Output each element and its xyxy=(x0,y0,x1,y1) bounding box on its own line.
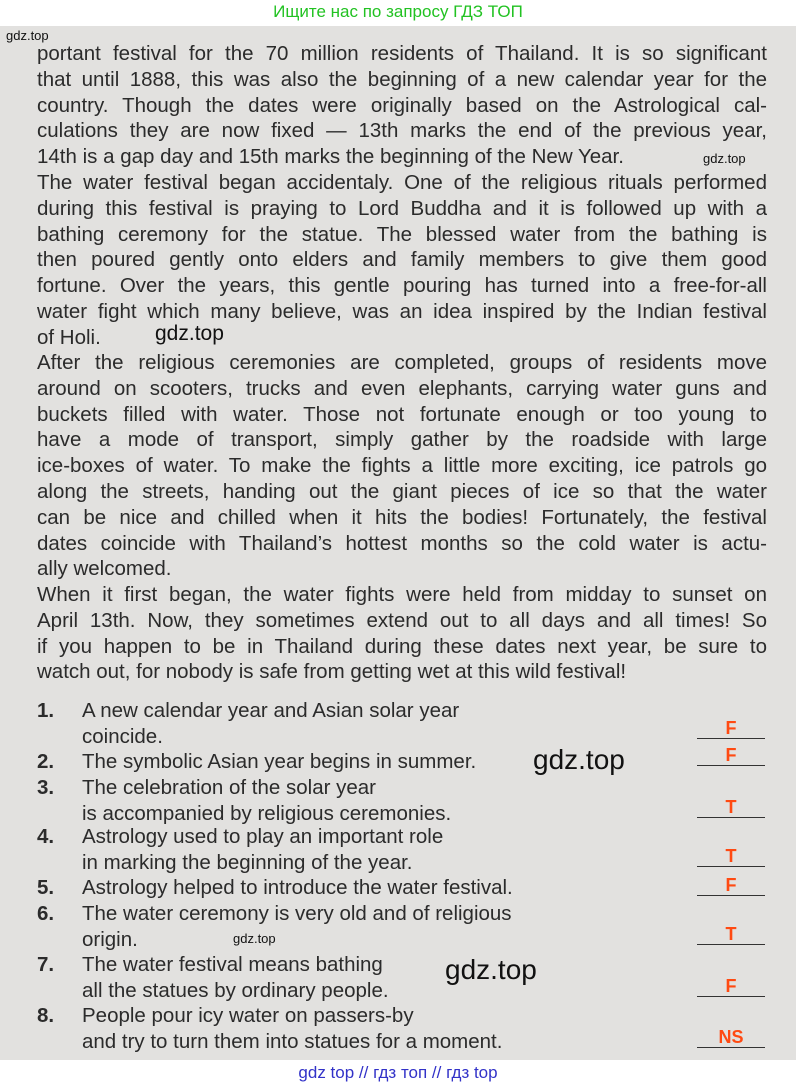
text-line: April 13th. Now, they sometimes extend out to all days and all times! So xyxy=(37,608,767,632)
question-line: The celebration of the solar year xyxy=(82,776,376,799)
top-banner[interactable]: Ищите нас по запросу ГДЗ ТОП xyxy=(0,0,796,26)
question-number: 5. xyxy=(37,876,55,899)
question-line: coincide. xyxy=(82,724,163,748)
answer-field: T xyxy=(697,797,765,818)
watermark-3: gdz.top xyxy=(533,744,625,775)
answer-field: F xyxy=(697,718,765,739)
question-6 xyxy=(37,901,777,951)
text-line: fortune. Over the years, this gentle pouring has turned into a free-for-all xyxy=(37,274,767,298)
watermark-4: gdz.top xyxy=(233,931,276,946)
question-line: Astrology helped to introduce the water festival. xyxy=(82,876,513,899)
text-line: buckets filled with water. Those not fortunate enough or too young to xyxy=(37,402,767,426)
question-number: 6. xyxy=(37,902,55,925)
question-text xyxy=(82,1003,602,1054)
question-line: Astrology used to play an important role xyxy=(82,825,444,848)
text-line: can be nice and chilled when it hits the bodies! Fortunately, the festival xyxy=(37,505,767,529)
text-line: dates coincide with Thailand’s hottest months so the cold water is actu- xyxy=(37,531,767,555)
question-text xyxy=(82,875,602,901)
answer-field: T xyxy=(697,924,765,945)
text-line: country. Though the dates were originally based on the Astrological cal- xyxy=(37,93,767,117)
text-line: have a mode of transport, simply gather by the roadside with large xyxy=(37,428,767,452)
paragraph-4 xyxy=(37,582,767,685)
question-text xyxy=(82,824,602,875)
watermark-1: gdz.top xyxy=(703,151,746,166)
question-line: The water ceremony is very old and of religious xyxy=(82,902,512,925)
question-4 xyxy=(37,824,777,874)
text-line: water fight which many believe, was an idea inspired by the Indian festival xyxy=(37,299,767,323)
question-number: 4. xyxy=(37,825,55,848)
text-line: along the streets, handing out the giant pieces of ice so that the water xyxy=(37,479,767,503)
question-1 xyxy=(37,698,777,748)
question-3 xyxy=(37,775,777,825)
question-line: in marking the beginning of the year. xyxy=(82,850,413,874)
text-line: 14th is a gap day and 15th marks the beginning of the New Year. xyxy=(37,145,624,169)
question-text xyxy=(82,901,602,952)
text-line: if you happen to be in Thailand during these dates next year, be sure to xyxy=(37,634,767,658)
question-line: A new calendar year and Asian solar year xyxy=(82,699,460,722)
question-line: The water festival means bathing xyxy=(82,953,383,976)
question-number: 2. xyxy=(37,750,55,773)
question-number: 8. xyxy=(37,1004,55,1027)
question-line: The symbolic Asian year begins in summer. xyxy=(82,750,477,773)
question-text xyxy=(82,749,602,775)
paragraph-3 xyxy=(37,350,767,582)
question-line: is accompanied by religious ceremonies. xyxy=(82,801,452,825)
bottom-banner[interactable]: gdz top // гдз топ // гдз top xyxy=(0,1060,796,1088)
answer-field: F xyxy=(697,976,765,997)
text-line: portant festival for the 70 million residents of Thailand. It is so significant xyxy=(37,42,767,65)
text-line: After the religious ceremonies are completed, groups of residents move xyxy=(37,351,767,374)
question-text xyxy=(82,775,602,826)
question-number: 1. xyxy=(37,699,55,722)
paragraph-2 xyxy=(37,170,767,351)
answer-field: F xyxy=(697,745,765,766)
watermark-5: gdz.top xyxy=(445,954,537,985)
text-line: culations they are now fixed — 13th marks the end of the previous year, xyxy=(37,119,767,143)
answer-field: F xyxy=(697,875,765,896)
text-line: ally welcomed. xyxy=(37,557,172,581)
text-line: watch out, for nobody is safe from getting wet at this wild festival! xyxy=(37,660,627,684)
answer-field: T xyxy=(697,846,765,867)
text-line: of Holi. xyxy=(37,325,101,349)
question-8 xyxy=(37,1003,777,1053)
text-line: bathing ceremony for the statue. The blessed water from the bathing is xyxy=(37,222,767,246)
watermark-corner: gdz.top xyxy=(6,28,49,43)
question-number: 3. xyxy=(37,776,55,799)
text-line: ice-boxes of water. To make the fights a little more exciting, ice patrols go xyxy=(37,454,767,478)
paragraph-1 xyxy=(37,41,767,170)
question-number: 7. xyxy=(37,953,55,976)
text-line: during this festival is praying to Lord Buddha and it is followed up with a xyxy=(37,196,767,220)
text-line: then poured gently onto elders and family members to give them good xyxy=(37,248,767,272)
question-7 xyxy=(37,952,777,1002)
textbook-page xyxy=(0,26,796,1060)
question-text xyxy=(82,698,602,749)
watermark-2: gdz.top xyxy=(155,322,224,345)
question-line: all the statues by ordinary people. xyxy=(82,978,389,1002)
text-line: The water festival began accidentaly. One of the religious rituals performed xyxy=(37,171,767,194)
text-line: When it first began, the water fights were held from midday to sunset on xyxy=(37,583,767,606)
text-line: around on scooters, trucks and even elephants, carrying water guns and xyxy=(37,376,767,400)
text-line: that until 1888, this was also the beginning of a new calendar year for the xyxy=(37,67,767,91)
question-line: origin. xyxy=(82,927,138,951)
question-line: People pour icy water on passers-by xyxy=(82,1004,414,1027)
question-line: and try to turn them into statues for a moment. xyxy=(82,1029,503,1053)
answer-field: NS xyxy=(697,1027,765,1048)
